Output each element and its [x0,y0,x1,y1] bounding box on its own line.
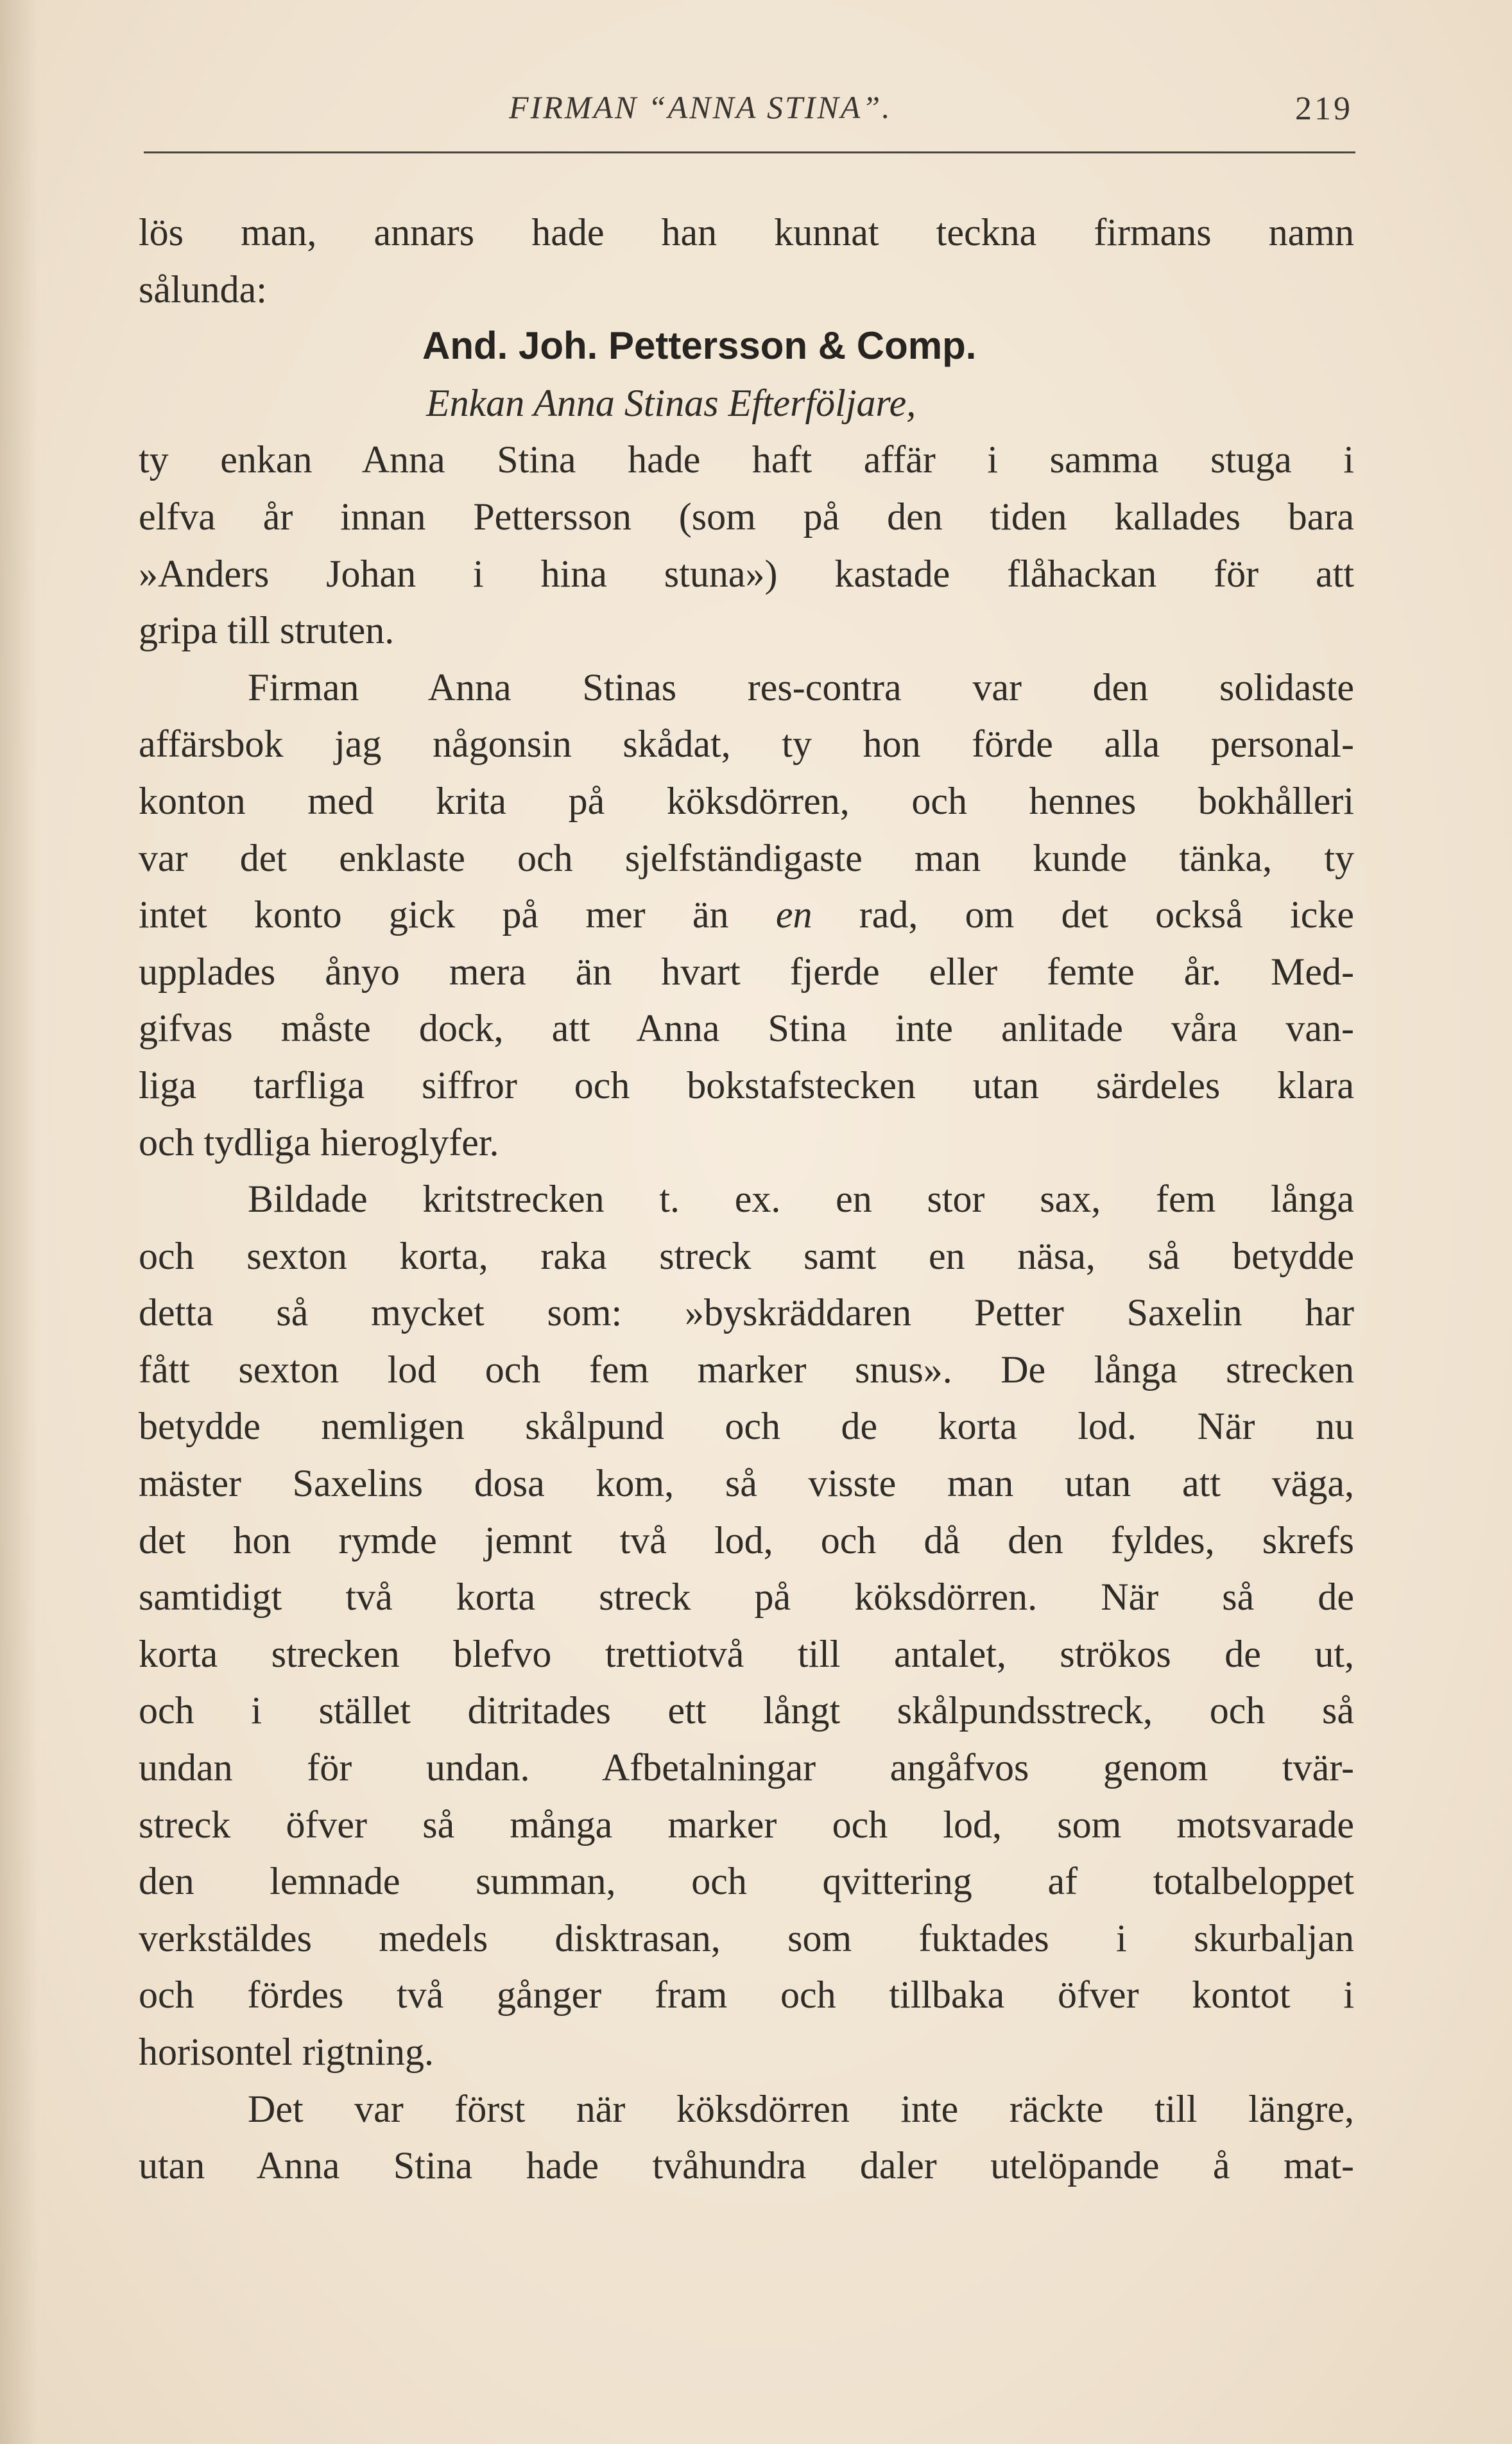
text-line: och tydliga hieroglyfer. [139,1121,499,1164]
page-number: 219 [1295,90,1353,127]
text-line: konton med krita på köksdörren, och hennes bokhålleri [139,779,1354,822]
text-line: »Anders Johan i hina stuna») kastade flåhackan för att [139,552,1354,595]
page-header [146,82,1353,133]
text-line: affärsbok jag någonsin skådat, ty hon förde alla personal- [139,723,1354,766]
text-line: detta så mycket som: »byskräddaren Petter Saxelin har [139,1291,1354,1334]
text-line: undan för undan. Afbetalningar angåfvos genom tvär- [139,1746,1354,1789]
paragraph-first-line: Firman Anna Stinas res-contra var den solidaste [248,666,1354,709]
text-line: liga tarfliga siffror och bokstafstecken utan särdeles klara [139,1063,1354,1106]
text-line: betydde nemligen skålpund och de korta lod. När nu [139,1405,1354,1448]
text-line: och sexton korta, raka streck samt en näsa, så betydde [139,1234,1354,1277]
firm-name-subline: Enkan Anna Stinas Efterföljare, [426,381,916,424]
text-line: streck öfver så många marker och lod, som motsvarade [139,1803,1354,1846]
text-line: gripa till struten. [139,609,395,652]
emphasis-word: en [775,893,812,936]
firm-name-line: And. Joh. Pettersson & Comp. [422,324,977,368]
text-line: horisontel rigtning. [139,2031,434,2073]
page-gutter-shadow [0,0,39,2444]
text-line: upplades ånyo mera än hvart fjerde eller femte år. Med- [139,950,1354,993]
text-line: fått sexton lod och fem marker snus». De långa strecken [139,1348,1354,1391]
body-text [139,204,1354,2194]
header-rule [144,151,1355,153]
text-line: elfva år innan Pettersson (som på den tiden kallades bara [139,495,1354,538]
text-line: sålunda: [139,268,267,311]
text-line: utan Anna Stina hade tvåhundra daler utelöpande å mat- [139,2144,1354,2187]
text-segment: rad, om det också icke [859,893,1355,936]
text-line: och fördes två gånger fram och tillbaka öfver kontot i [139,1974,1354,2017]
paragraph-first-line: Det var först när köksdörren inte räckte till längre, [248,2087,1354,2130]
text-line: verkstäldes medels disktrasan, som fuktades i skurbaljan [139,1916,1354,1959]
text-line: och i stället ditritades ett långt skålpundsstreck, och så [139,1689,1354,1732]
text-line: gifvas måste dock, att Anna Stina inte anlitade våra van- [139,1007,1354,1050]
text-segment: intet konto gick på mer än [139,893,729,936]
text-line: mäster Saxelins dosa kom, så visste man utan att väga, [139,1462,1354,1505]
text-line: det hon rymde jemnt två lod, och då den fyldes, skrefs [139,1519,1354,1562]
text-line-with-emphasis [139,886,1354,943]
text-line: samtidigt två korta streck på köksdörren. När så de [139,1576,1354,1619]
text-line: korta strecken blefvo trettiotvå till antalet, strökos de ut, [139,1632,1354,1675]
text-line: var det enklaste och sjelfständigaste man kunde tänka, ty [139,836,1354,879]
text-line: lös man, annars hade han kunnat teckna firmans namn [139,211,1354,254]
paragraph-first-line: Bildade kritstrecken t. ex. en stor sax, fem långa [248,1178,1354,1221]
text-line: den lemnade summan, och qvittering af totalbeloppet [139,1860,1354,1903]
running-title: FIRMAN “ANNA STINA”. [509,89,892,125]
text-line: ty enkan Anna Stina hade haft affär i samma stuga i [139,438,1354,481]
